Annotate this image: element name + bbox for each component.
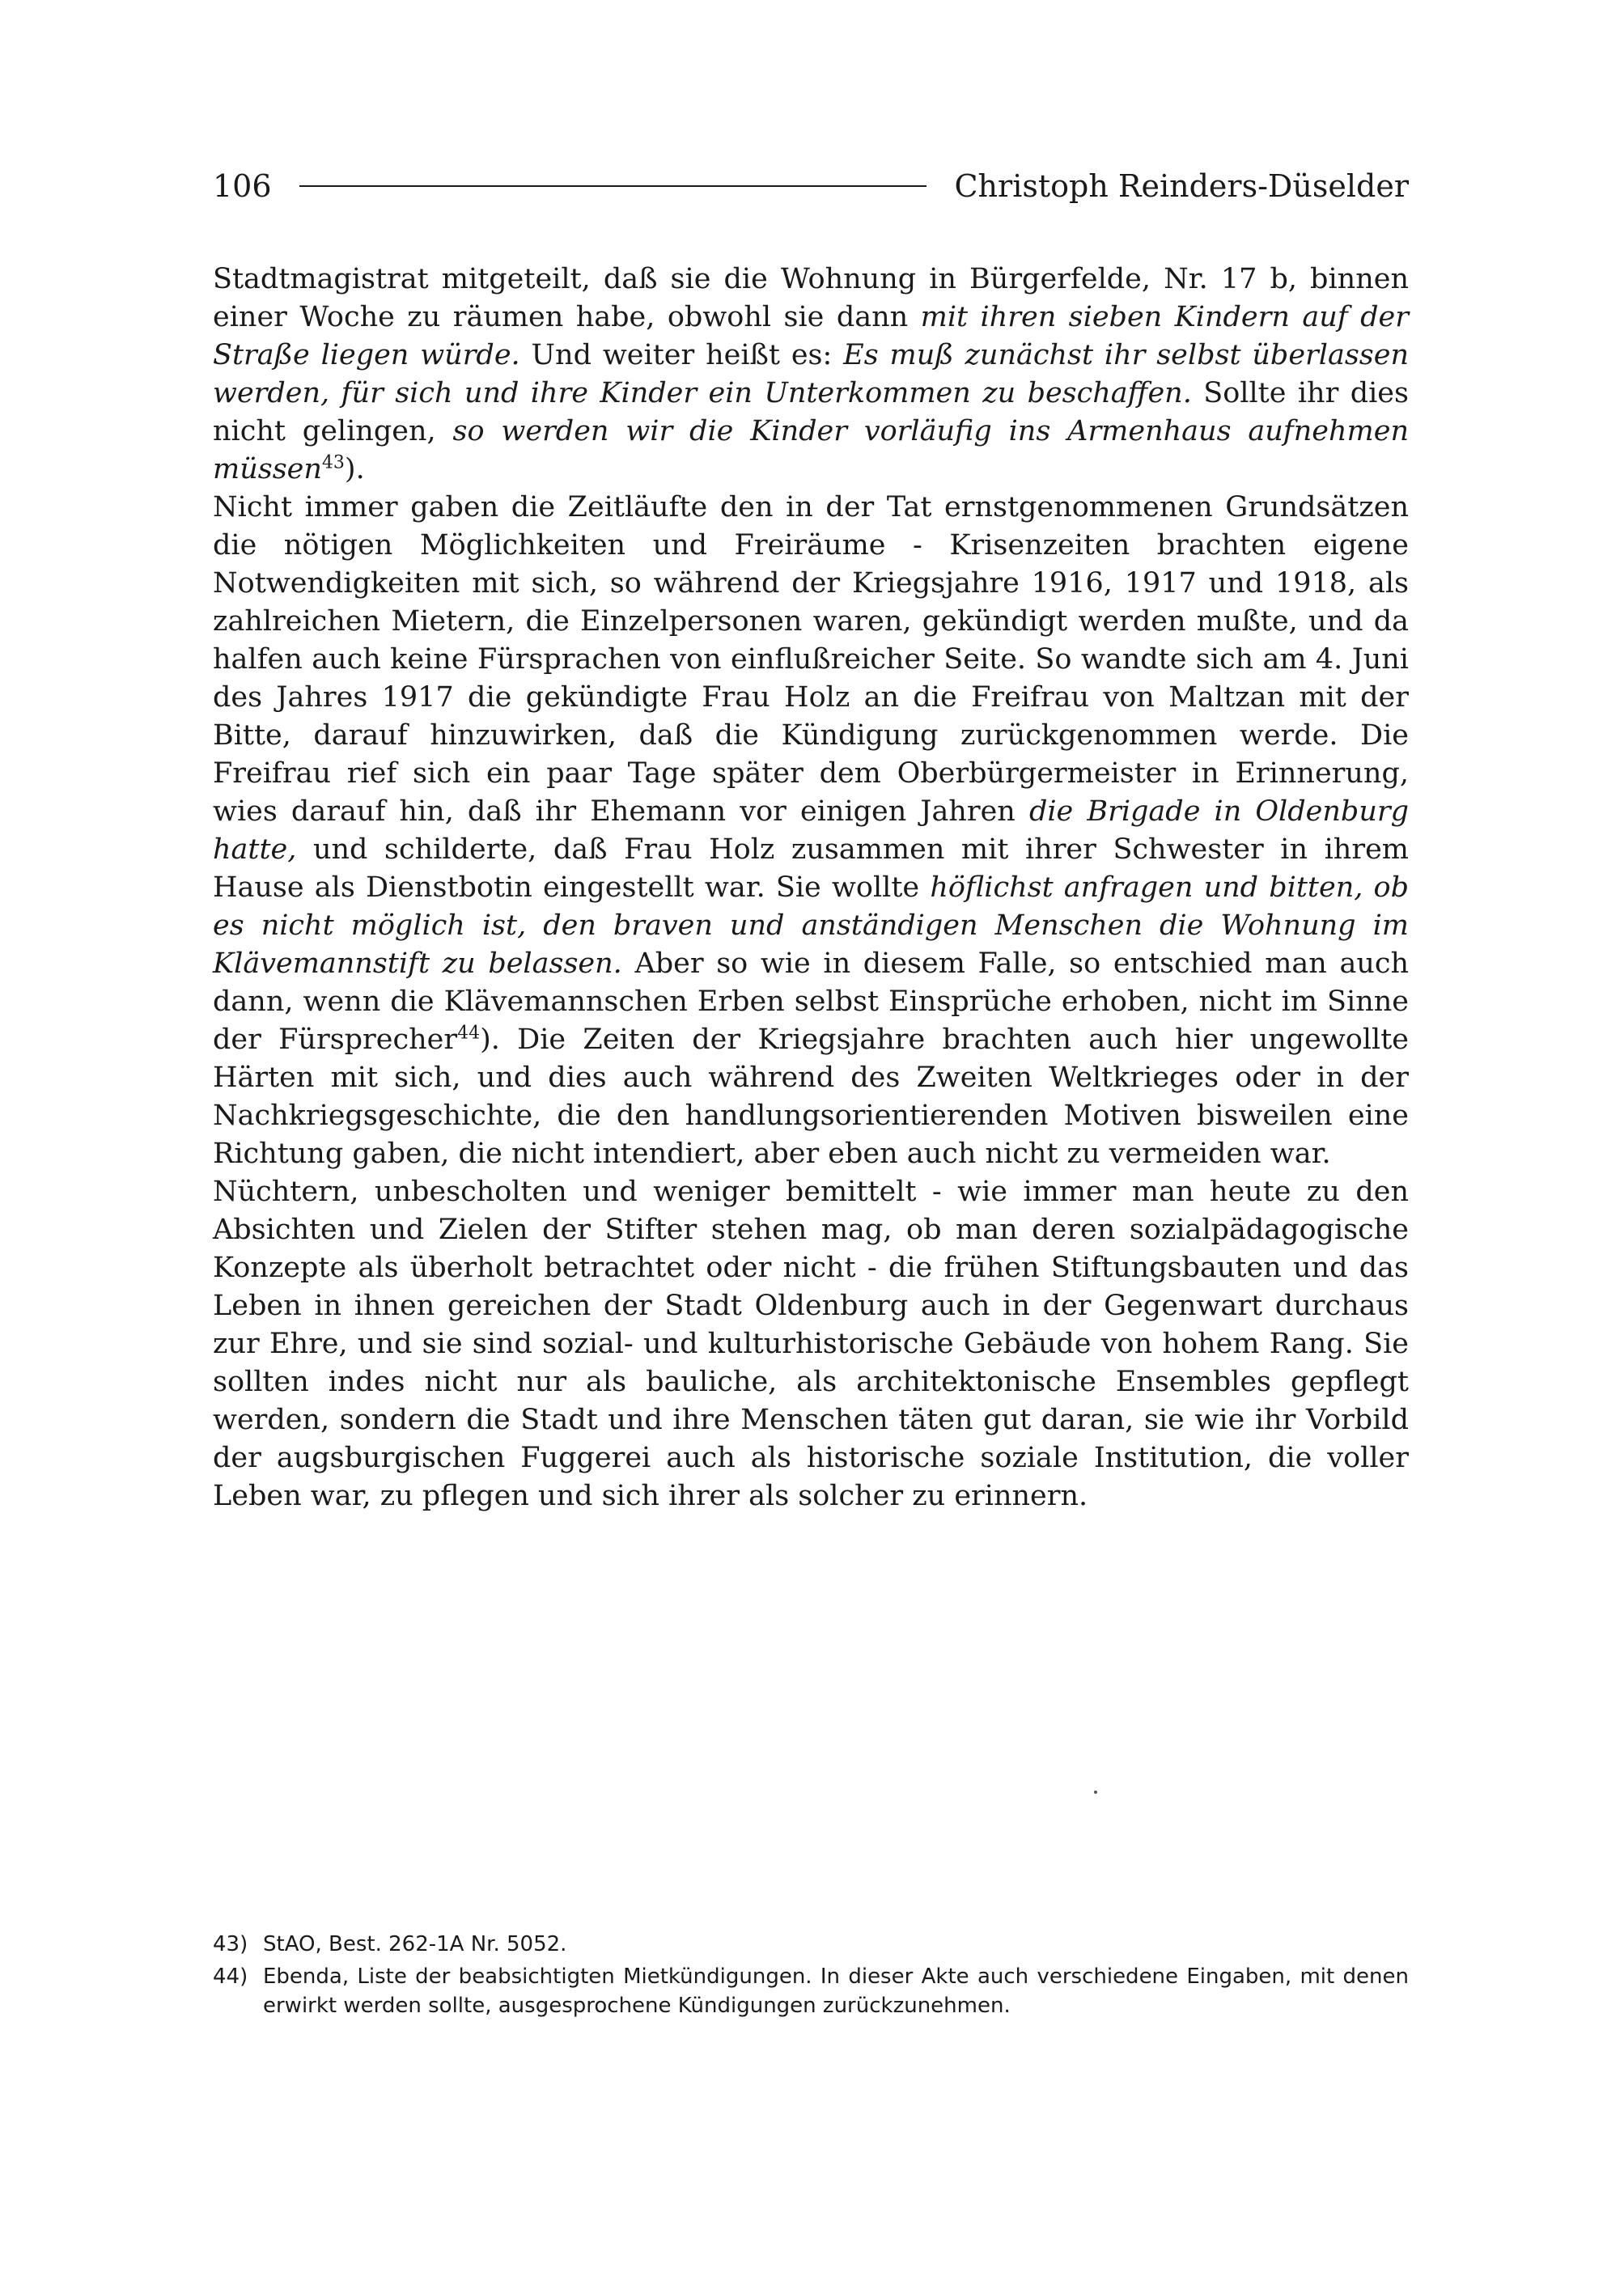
footnote-number: 43) xyxy=(213,1932,248,1956)
footnote-text: Ebenda, Liste der beabsichtigten Mietkündigungen. In dieser Akte auch verschiedene Eingaben, mit denen erwirkt werden sollte, ausgesprochene Kündigungen zurückzunehmen. xyxy=(263,1965,1409,2018)
footnote-44 xyxy=(213,1962,1409,2020)
footnote-ref: 44 xyxy=(457,1023,481,1044)
italic-quote: die Brigade in Oldenburg hatte, xyxy=(213,795,1409,866)
running-header xyxy=(213,162,1409,210)
footnote-43 xyxy=(213,1930,1409,1959)
paragraph-1 xyxy=(213,261,1409,489)
italic-quote: mit ihren sieben Kindern auf der Straße liegen würde. xyxy=(213,301,1410,371)
paragraph-3 xyxy=(213,1173,1409,1515)
footnote-ref: 43 xyxy=(321,452,345,473)
stray-mark xyxy=(1094,1791,1097,1794)
text-run: Nüchtern, unbescholten und weniger bemittelt - wie immer man heute zu den Absichten und Zielen der Stifter stehen mag, ob man deren sozialpädagogische Konzepte als überholt betrachtet oder nicht - die frühen Stiftungsbauten und das Leben in ihnen gereichen der Stadt Oldenburg auch in der Gegenwart durchaus zur Ehre, und sie sind sozial- und kulturhistorische Gebäude von hohem Rang. Sie sollten indes nicht nur als bauliche, als architektonische Ensembles gepflegt werden, sondern die Stadt und ihre Menschen täten gut daran, sie wie ihr Vorbild der augsburgischen Fuggerei auch als historische soziale Institution, die voller Leben war, zu pflegen und sich ihrer als solcher zu erinnern. xyxy=(213,1176,1409,1512)
running-head-author: Christoph Reinders-Düselder xyxy=(954,168,1409,204)
text-run: ). Die Zeiten der Kriegsjahre brachten auch hier ungewollte Härten mit sich, und dies auch während des Zweiten Weltkrieges oder in der Nachkriegsgeschichte, die den handlungsorientierenden Motiven bisweilen eine Richtung gaben, die nicht intendiert, aber eben auch nicht zu vermeiden war. xyxy=(213,1024,1409,1170)
text-run: und schilderte, daß Frau Holz zusammen mit ihrer Schwester in ihrem Hause als Dienstbotin eingestellt war. Sie wollte xyxy=(213,833,1409,904)
page-number: 106 xyxy=(213,168,272,204)
italic-quote: so werden wir die Kinder vorläufig ins Armenhaus aufnehmen müssen xyxy=(213,415,1409,485)
text-run: Aber so wie in diesem Falle, so entschied man auch dann, wenn die Klävemannschen Erben selbst Einsprüche erhoben, nicht im Sinne der Fürsprecher xyxy=(213,947,1409,1056)
text-run: Und weiter heißt es: xyxy=(519,339,844,371)
footnotes xyxy=(213,1930,1409,2024)
footnote-number: 44) xyxy=(213,1965,248,1989)
header-rule xyxy=(299,185,927,187)
text-run: Sollte ihr dies nicht gelingen, xyxy=(213,377,1409,447)
footnote-text: StAO, Best. 262-1A Nr. 5052. xyxy=(263,1932,567,1956)
text-run: ). xyxy=(344,453,365,485)
italic-quote: Es muß zunächst ihr selbst überlassen werden, für sich und ihre Kinder ein Unterkommen zu beschaffen. xyxy=(213,339,1410,409)
text-run: Stadtmagistrat mitgeteilt, daß sie die Wohnung in Bürgerfelde, Nr. 17 b, binnen einer Woche zu räumen habe, obwohl sie dann xyxy=(213,263,1409,333)
italic-quote: höflichst anfragen und bitten, ob es nicht möglich ist, den braven und anständigen Menschen die Wohnung im Klävemannstift zu belassen. xyxy=(213,871,1410,980)
text-run: Nicht immer gaben die Zeitläufte den in der Tat ernstgenommenen Grundsätzen die nötigen Möglichkeiten und Freiräume - Krisenzeiten brachten eigene Notwendigkeiten mit sich, so während der Kriegsjahre 1916, 1917 und 1918, als zahlreichen Mietern, die Einzelpersonen waren, gekündigt werden mußte, und da halfen auch keine Fürsprachen von einflußreicher Seite. So wandte sich am 4. Juni des Jahres 1917 die gekündigte Frau Holz an die Freifrau von Maltzan mit der Bitte, darauf hinzuwirken, daß die Kündigung zurückgenommen werde. Die Freifrau rief sich ein paar Tage später dem Oberbürgermeister in Erinnerung, wies darauf hin, daß ihr Ehemann vor einigen Jahren xyxy=(213,491,1409,828)
body-text xyxy=(213,261,1409,1515)
paragraph-2 xyxy=(213,489,1409,1173)
